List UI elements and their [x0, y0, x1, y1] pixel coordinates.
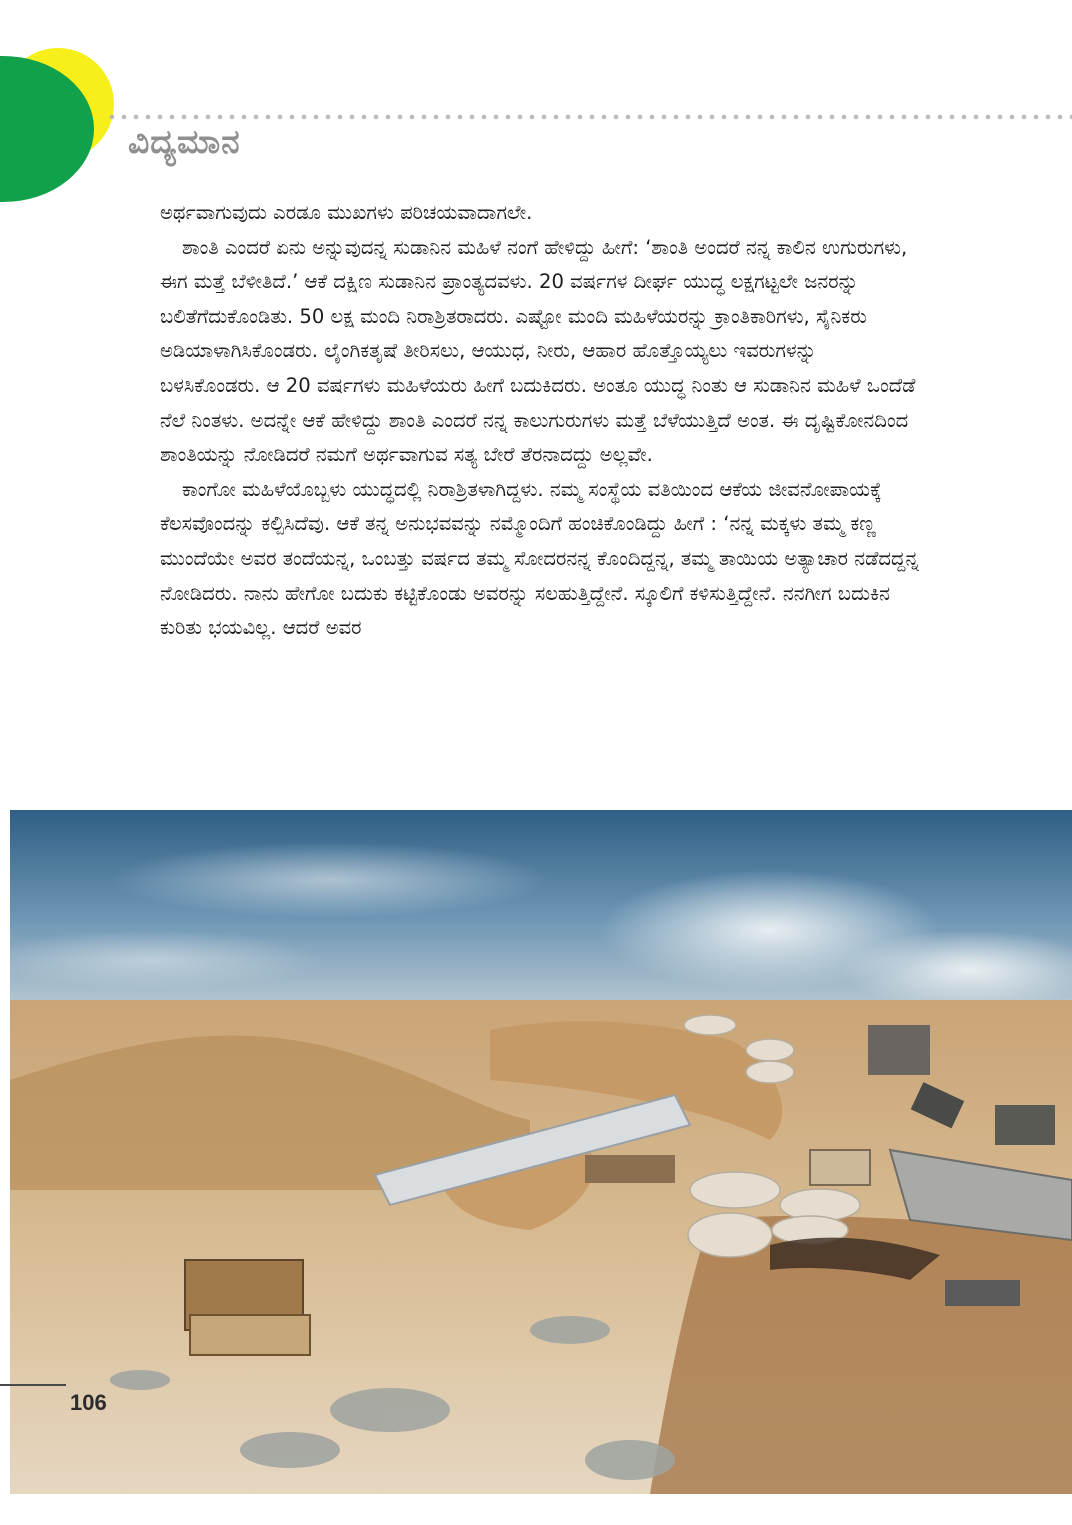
paragraph-continuation: ಅರ್ಥವಾಗುವುದು ಎರಡೂ ಮುಖಗಳು ಪರಿಚಯವಾದಾಗಲೇ. [160, 201, 533, 224]
header-dotted-rule [106, 114, 1072, 120]
ammo-tray [945, 1280, 1020, 1306]
ammo-crate [585, 1155, 675, 1183]
battlefield-photo [10, 810, 1072, 1494]
page-number-rule [0, 1384, 66, 1386]
article-body [160, 196, 920, 646]
section-title: ವಿದ್ಯಮಾನ [128, 122, 241, 161]
page-number: 106 [70, 1390, 107, 1415]
ammo-crate [995, 1105, 1055, 1145]
cloud [110, 842, 550, 918]
ammo-crate [810, 1150, 870, 1185]
paragraph-sudan: ಶಾಂತಿ ಎಂದರೆ ಏನು ಅನ್ನುವುದನ್ನ ಸುಡಾನಿನ ಮಹಿಳೆ ನಂಗೆ ಹೇಳಿದ್ದು ಹೀಗೆ: ‘ಶಾಂತಿ ಅಂದರೆ ನನ್ನ ಕಾಲಿನ ಉಗುರುಗಳು, ಈಗ ಮತ್ತೆ ಬೆಳೀತಿದೆ.’ ಆಕೆ ದಕ್ಷಿಣ ಸುಡಾನಿನ ಪ್ರಾಂತ್ಯದವಳು. 20 ವರ್ಷಗಳ ದೀರ್ಘ ಯುದ್ಧ ಲಕ್ಷಗಟ್ಟಲೇ ಜನರನ್ನು ಬಲಿತೆಗೆದುಕೊಂಡಿತು. 50 ಲಕ್ಷ ಮಂದಿ ನಿರಾಶ್ರಿತರಾದರು. ಎಷ್ಟೋ ಮಂದಿ ಮಹಿಳೆಯರನ್ನು ಕ್ರಾಂತಿಕಾರಿಗಳು, ಸೈನಿಕರು ಅಡಿಯಾಳಾಗಿಸಿಕೊಂಡರು. ಲೈಂಗಿಕತೃಷೆ ತೀರಿಸಲು, ಆಯುಧ, ನೀರು, ಆಹಾರ ಹೊತ್ತೊಯ್ಯಲು ಇವರುಗಳನ್ನು ಬಳಸಿಕೊಂಡರು. ಆ 20 ವರ್ಷಗಳು ಮಹಿಳೆಯರು ಹೀಗೆ ಬದುಕಿದರು. ಅಂತೂ ಯುದ್ಧ ನಿಂತು ಆ ಸುಡಾನಿನ ಮಹಿಳೆ ಒಂದೆಡೆ ನೆಲೆ ನಿಂತಳು. ಅದನ್ನೇ ಆಕೆ ಹೇಳಿದ್ದು ಶಾಂತಿ ಎಂದರೆ ನನ್ನ ಕಾಲುಗುರುಗಳು ಮತ್ತೆ ಬೆಳೆಯುತ್ತಿದೆ ಅಂತ. ಈ ದೃಷ್ಟಿಕೋನದಿಂದ ಶಾಂತಿಯನ್ನು ನೋಡಿದರೆ ನಮಗೆ ಅರ್ಥವಾಗುವ ಸತ್ಯ ಬೇರೆ ತೆರನಾದದ್ದು ಅಲ್ಲವೇ. [160, 235, 916, 467]
paragraph-congo: ಕಾಂಗೋ ಮಹಿಳೆಯೊಬ್ಬಳು ಯುದ್ಧದಲ್ಲಿ ನಿರಾಶ್ರಿತಳಾಗಿದ್ದಳು. ನಮ್ಮ ಸಂಸ್ಥೆಯ ವತಿಯಿಂದ ಆಕೆಯ ಜೀವನೋಪಾಯಕ್ಕೆ ಕೆಲಸವೊಂದನ್ನು ಕಲ್ಪಿಸಿದೆವು. ಆಕೆ ತನ್ನ ಅನುಭವವನ್ನು ನಮ್ಮೊಂದಿಗೆ ಹಂಚಿಕೊಂಡಿದ್ದು ಹೀಗೆ : ‘ನನ್ನ ಮಕ್ಕಳು ತಮ್ಮ ಕಣ್ಣ ಮುಂದೆಯೇ ಅವರ ತಂದೆಯನ್ನ, ಒಂಬತ್ತು ವರ್ಷದ ತಮ್ಮ ಸೋದರನನ್ನ ಕೊಂದಿದ್ದನ್ನ, ತಮ್ಮ ತಾಯಿಯ ಅತ್ಯಾಚಾರ ನಡೆದದ್ದನ್ನ ನೋಡಿದರು. ನಾನು ಹೇಗೋ ಬದುಕು ಕಟ್ಟಿಕೊಂಡು ಅವರನ್ನು ಸಲಹುತ್ತಿದ್ದೇನೆ. ಸ್ಕೂಲಿಗೆ ಕಳಿಸುತ್ತಿದ್ದೇನೆ. ನನಗೀಗ ಬದುಕಿನ ಕುರಿತು ಭಯವಿಲ್ಲ. ಆದರೆ ಅವರ [160, 477, 920, 640]
wreckage [868, 1025, 930, 1075]
crate-lid [190, 1315, 310, 1355]
